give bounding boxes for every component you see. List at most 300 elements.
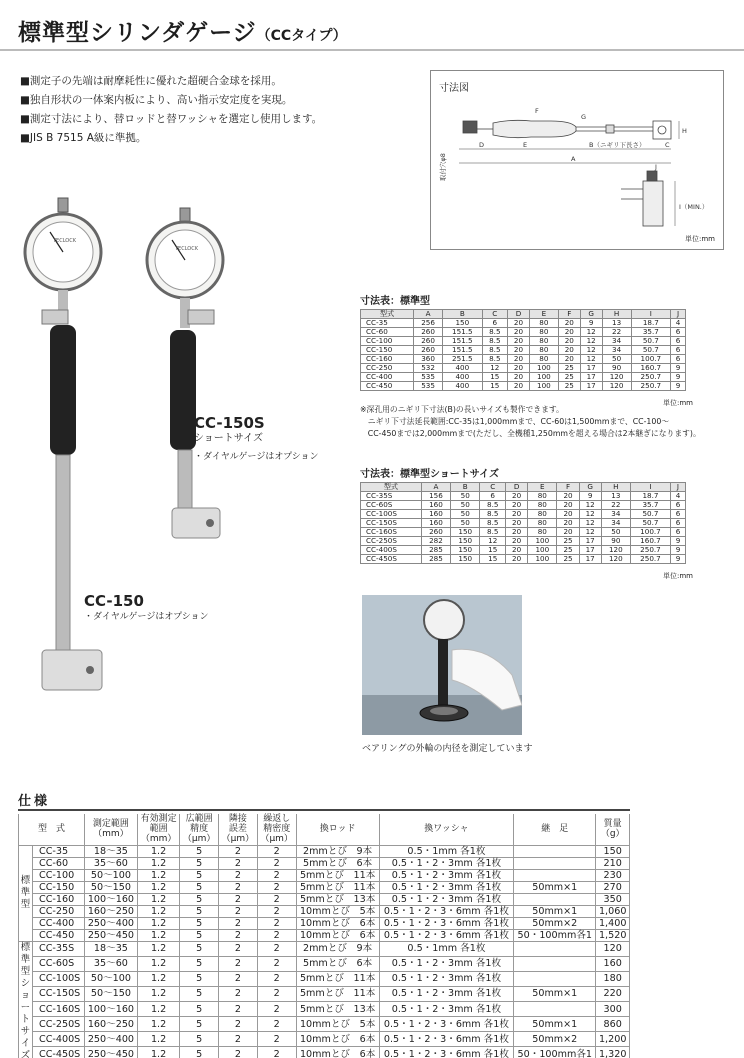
table-cell: 35〜60 [84, 956, 137, 971]
table-cell: 20 [508, 355, 530, 364]
table-cell: 1.2 [137, 917, 179, 929]
dim-letter: A [571, 155, 576, 163]
table-cell: 80 [529, 355, 558, 364]
table-row [361, 519, 686, 528]
table-cell: 5 [180, 869, 219, 881]
column-header: 型式 [361, 310, 414, 319]
table-cell: 50・100mm各1 [514, 1047, 596, 1058]
table-row [19, 1017, 630, 1032]
table-cell: 6 [671, 328, 686, 337]
table-cell: 2 [257, 845, 296, 857]
table-cell: 256 [414, 319, 443, 328]
table-cell: 17 [579, 546, 601, 555]
table-cell: 1.2 [137, 1017, 179, 1032]
table-cell: 8.5 [482, 328, 507, 337]
table-cell: 285 [421, 546, 450, 555]
table-cell: 1.2 [137, 956, 179, 971]
table-cell: 400 [443, 373, 483, 382]
table-cell: 50〜100 [84, 869, 137, 881]
table-cell: 251.5 [443, 355, 483, 364]
table-cell: CC-60S [361, 501, 422, 510]
table-cell: 5mmとび 11本 [296, 986, 379, 1001]
dimension-diagram [430, 70, 724, 250]
table-cell: 18〜35 [84, 941, 137, 956]
table-cell: 250.7 [630, 546, 670, 555]
table-cell: 13 [602, 319, 631, 328]
table-cell: 20 [506, 510, 528, 519]
table-row [19, 929, 630, 941]
table-cell: 25 [557, 546, 579, 555]
table-cell: CC-160 [361, 355, 414, 364]
table-cell: 6 [671, 355, 686, 364]
table-cell: 6 [670, 528, 685, 537]
table-cell: 12 [480, 537, 506, 546]
table-cell: 20 [557, 492, 579, 501]
table-row [361, 337, 686, 346]
table-cell: 10mmとび 5本 [296, 1017, 379, 1032]
table-cell: 260 [414, 346, 443, 355]
table-cell: 250.7 [631, 382, 671, 391]
table-cell: 25 [557, 555, 579, 564]
table-cell: 156 [421, 492, 450, 501]
group-standard: 標 準 型 [19, 845, 33, 941]
table-cell: 80 [529, 337, 558, 346]
short-dimension-table [360, 482, 686, 564]
table-cell: 1,200 [596, 1032, 630, 1047]
table-cell: 250.7 [631, 373, 671, 382]
table-cell: 20 [506, 546, 528, 555]
table-cell: 160〜250 [84, 1017, 137, 1032]
std-table-title: 寸法表：標準型 [360, 296, 430, 307]
model-cc150-note: ・ダイヤルゲージはオプション [84, 612, 209, 622]
table-cell: 12 [482, 364, 507, 373]
column-header: D [508, 310, 530, 319]
table-cell: 210 [596, 857, 630, 869]
table-cell: 25 [558, 382, 580, 391]
table-row [361, 382, 686, 391]
table-cell: 25 [558, 373, 580, 382]
column-header: E [528, 483, 557, 492]
dial-brand: TECLOCK [53, 238, 77, 244]
table-cell: 160 [596, 956, 630, 971]
table-cell: 100 [529, 382, 558, 391]
table-cell: 2 [257, 917, 296, 929]
table-cell: 34 [602, 346, 631, 355]
table-cell: 2 [219, 1017, 258, 1032]
model-cc150s: CC-150S [194, 414, 265, 432]
table-cell: 5 [180, 857, 219, 869]
column-header: F [557, 483, 579, 492]
table-cell: CC-100S [361, 510, 422, 519]
table-row [361, 364, 686, 373]
diagram-label: 寸法図 [439, 83, 469, 94]
table-cell: 13 [601, 492, 630, 501]
table-cell: 2 [257, 929, 296, 941]
dim-letter: D [479, 141, 485, 149]
table-cell: 50〜150 [84, 986, 137, 1001]
table-cell: 5 [180, 881, 219, 893]
table-cell: 1.2 [137, 1032, 179, 1047]
table-cell: 20 [506, 492, 528, 501]
note-line: CC-450までは2,000mmまで(ただし、全機種1,250mmを超える場合は2本継ぎになります)。 [360, 429, 701, 438]
table-cell: 0.5・1mm 各1枚 [379, 845, 513, 857]
table-cell: 2 [257, 881, 296, 893]
column-header: 測定範囲 （mm） [84, 814, 137, 845]
table-row [361, 510, 686, 519]
table-cell: 2 [257, 1017, 296, 1032]
table-cell: 50 [451, 501, 480, 510]
table-cell: 0.5・1mm 各1枚 [379, 941, 513, 956]
table-cell: 20 [506, 555, 528, 564]
column-header: B [451, 483, 480, 492]
table-cell: 80 [528, 492, 557, 501]
dim-letter: F [535, 107, 539, 115]
table-cell: 0.5・1・2・3mm 各1枚 [379, 986, 513, 1001]
column-header: H [601, 483, 630, 492]
table-cell: 12 [579, 519, 601, 528]
column-header: 換ワッシャ [379, 814, 513, 845]
table-cell: 15 [482, 382, 507, 391]
table-cell: 2 [219, 857, 258, 869]
group-short: 標 準 型 シ ョ ー ト サ イ ズ [19, 941, 33, 1058]
table-cell [514, 941, 596, 956]
table-cell: 5 [180, 845, 219, 857]
table-row [361, 537, 686, 546]
table-row [19, 1047, 630, 1058]
table-row [19, 857, 630, 869]
table-cell: 400 [443, 382, 483, 391]
table-cell: 400 [443, 364, 483, 373]
table-cell: 18〜35 [84, 845, 137, 857]
table-cell: 160 [421, 501, 450, 510]
table-cell: 50mm×1 [514, 881, 596, 893]
table-cell: CC-60 [33, 857, 85, 869]
table-row [361, 346, 686, 355]
table-row [19, 905, 630, 917]
table-cell: 50〜150 [84, 881, 137, 893]
table-cell: 8.5 [482, 337, 507, 346]
column-header: 型式 [361, 483, 422, 492]
table-row [361, 492, 686, 501]
table-cell: 5 [180, 986, 219, 1001]
table-cell: 1.2 [137, 881, 179, 893]
table-cell: 20 [508, 382, 530, 391]
table-cell: 250.7 [630, 555, 670, 564]
table-cell: 12 [580, 328, 602, 337]
table-cell: 120 [596, 941, 630, 956]
table-cell [514, 845, 596, 857]
table-cell: 160〜250 [84, 905, 137, 917]
table-cell: 80 [528, 528, 557, 537]
table-cell: 270 [596, 881, 630, 893]
column-header: 繰返し 精密度 （μm） [257, 814, 296, 845]
table-cell: 20 [508, 328, 530, 337]
feature-item: ■測定子の先端は耐摩耗性に優れた超硬合金球を採用。 [20, 75, 282, 87]
table-cell: 120 [601, 555, 630, 564]
table-cell: 10mmとび 6本 [296, 1047, 379, 1058]
table-cell: 35.7 [630, 501, 670, 510]
column-header: 広範囲 精度 （μm） [180, 814, 219, 845]
table-cell: 2 [219, 971, 258, 986]
feature-list [20, 72, 322, 148]
table-cell: 100.7 [630, 528, 670, 537]
table-cell: 34 [602, 337, 631, 346]
spec-title: 仕様 [18, 794, 51, 809]
table-cell: 5 [180, 1047, 219, 1058]
table-cell: 4 [671, 319, 686, 328]
table-cell: 0.5・1・2・3mm 各1枚 [379, 956, 513, 971]
table-cell: 260 [421, 528, 450, 537]
table-cell: 17 [580, 364, 602, 373]
table-cell: 360 [414, 355, 443, 364]
feature-item: ■JIS B 7515 A級に準拠。 [20, 132, 147, 144]
table-cell: 9 [670, 537, 685, 546]
table-cell: 160.7 [630, 537, 670, 546]
table-cell: 1.2 [137, 1047, 179, 1058]
table-cell: 0.5・1・2・3・6mm 各1枚 [379, 917, 513, 929]
table-cell: 5 [180, 893, 219, 905]
table-cell: 6 [480, 492, 506, 501]
table-row [361, 355, 686, 364]
table-cell: 20 [558, 319, 580, 328]
table-cell: 0.5・1・2・3mm 各1枚 [379, 869, 513, 881]
table-cell: 50 [602, 355, 631, 364]
table-cell: CC-250 [361, 364, 414, 373]
table-cell: 300 [596, 1002, 630, 1017]
table-cell: 20 [506, 501, 528, 510]
dim-letter: C [665, 141, 670, 149]
table-cell: 250〜400 [84, 917, 137, 929]
table-cell: 5mmとび 11本 [296, 881, 379, 893]
table-cell: 80 [529, 346, 558, 355]
table-cell: 2 [257, 1047, 296, 1058]
table-cell: 2mmとび 9本 [296, 941, 379, 956]
table-cell: 9 [670, 546, 685, 555]
table-cell: 12 [580, 346, 602, 355]
table-cell: 20 [506, 537, 528, 546]
note-line: ※深孔用のニギリ下寸法(B)の長いサイズも製作できます。 [360, 405, 564, 414]
table-cell: 80 [528, 510, 557, 519]
table-cell: 160 [421, 519, 450, 528]
dim-letter: I（MIN.） [679, 203, 709, 211]
column-header: C [482, 310, 507, 319]
table-cell: 220 [596, 986, 630, 1001]
model-cc150s-kind: ショートサイズ [194, 433, 263, 444]
table-cell: 2 [257, 956, 296, 971]
column-header: E [529, 310, 558, 319]
table-cell: CC-250S [33, 1017, 85, 1032]
table-cell: 9 [671, 364, 686, 373]
table-cell: 12 [579, 528, 601, 537]
std-dimension-table [360, 309, 686, 391]
table-cell: 150 [451, 528, 480, 537]
table-cell: 120 [602, 373, 631, 382]
table-cell: 50.7 [630, 519, 670, 528]
table-cell: 100 [528, 555, 557, 564]
table-cell: 0.5・1・2・3mm 各1枚 [379, 971, 513, 986]
dim-letter: E [523, 141, 528, 149]
table-cell: 50〜100 [84, 971, 137, 986]
table-cell: 2 [257, 869, 296, 881]
table-cell: CC-400 [361, 373, 414, 382]
table-cell: 20 [557, 519, 579, 528]
table-cell: 50・100mm各1 [514, 929, 596, 941]
table-cell: CC-400S [33, 1032, 85, 1047]
table-cell: 1,520 [596, 929, 630, 941]
table-cell: 0.5・1・2・3・6mm 各1枚 [379, 1047, 513, 1058]
table-cell: 2 [219, 986, 258, 1001]
table-cell: 2 [219, 881, 258, 893]
table-cell: 10mmとび 6本 [296, 929, 379, 941]
table-cell: 0.5・1・2・3mm 各1枚 [379, 1002, 513, 1017]
table-row [19, 845, 630, 857]
table-cell: 9 [579, 492, 601, 501]
table-cell: 1.2 [137, 971, 179, 986]
table-cell: 2 [219, 941, 258, 956]
table-cell: 2 [219, 869, 258, 881]
table-cell: 50 [451, 519, 480, 528]
table-cell: 4 [670, 492, 685, 501]
table-cell: 282 [421, 537, 450, 546]
table-cell: CC-450S [33, 1047, 85, 1058]
table-cell: 17 [579, 537, 601, 546]
table-cell: 20 [558, 355, 580, 364]
table-cell: 25 [557, 537, 579, 546]
table-cell: 50.7 [631, 337, 671, 346]
table-row [19, 1032, 630, 1047]
table-cell [514, 893, 596, 905]
table-cell: 5mmとび 6本 [296, 956, 379, 971]
table-cell: 20 [508, 364, 530, 373]
side-label: 取付穴φ8 [439, 153, 447, 181]
table-cell: 17 [580, 373, 602, 382]
table-cell: 0.5・1・2・3・6mm 各1枚 [379, 905, 513, 917]
table-cell: 20 [557, 528, 579, 537]
table-cell: 9 [580, 319, 602, 328]
table-cell: 50 [601, 528, 630, 537]
title-divider [0, 49, 744, 51]
table-cell: 120 [602, 382, 631, 391]
table-cell: 120 [601, 546, 630, 555]
table-cell: 2 [219, 905, 258, 917]
table-cell: 12 [579, 501, 601, 510]
table-cell: 12 [579, 510, 601, 519]
table-cell: CC-250S [361, 537, 422, 546]
table-cell: 285 [421, 555, 450, 564]
table-cell: 20 [508, 337, 530, 346]
table-cell: 180 [596, 971, 630, 986]
column-header: 換ロッド [296, 814, 379, 845]
table-cell: 1.2 [137, 857, 179, 869]
table-cell: 10mmとび 6本 [296, 917, 379, 929]
table-cell: 5mmとび 13本 [296, 1002, 379, 1017]
table-row [19, 917, 630, 929]
table-cell: CC-60S [33, 956, 85, 971]
table-cell: 80 [529, 328, 558, 337]
table-cell: 0.5・1・2・3・6mm 各1枚 [379, 1017, 513, 1032]
table-cell: 1.2 [137, 929, 179, 941]
table-cell: 160.7 [631, 364, 671, 373]
table-cell: 8.5 [480, 501, 506, 510]
table-cell: CC-400 [33, 917, 85, 929]
table-cell: 5 [180, 1032, 219, 1047]
note-line: ニギリ下寸法延長範囲:CC-35は1,000mmまで、CC-60は1,500mmまで、CC-100〜 [360, 417, 670, 426]
table-cell: 2 [257, 893, 296, 905]
table-cell [514, 869, 596, 881]
table-cell: CC-35S [33, 941, 85, 956]
gauge-drawing [431, 71, 725, 251]
column-header: I [630, 483, 670, 492]
table-cell: 8.5 [482, 355, 507, 364]
table-cell: CC-35S [361, 492, 422, 501]
page-subtitle: （CCタイプ） [256, 28, 347, 44]
table-cell: 8.5 [480, 510, 506, 519]
table-cell: 5 [180, 1002, 219, 1017]
table-cell: CC-150 [361, 346, 414, 355]
table-cell: 2 [219, 956, 258, 971]
table-row [361, 555, 686, 564]
table-cell: 20 [506, 528, 528, 537]
table-row [361, 546, 686, 555]
table-cell: 535 [414, 382, 443, 391]
short-table-title: 寸法表：標準型ショートサイズ [360, 469, 499, 480]
table-cell: 17 [580, 382, 602, 391]
table-cell: 1.2 [137, 1002, 179, 1017]
table-cell: 8.5 [480, 528, 506, 537]
table-cell: 1,400 [596, 917, 630, 929]
table-row [19, 893, 630, 905]
table-cell: 2 [257, 1002, 296, 1017]
table-cell: 250〜400 [84, 1032, 137, 1047]
table-cell: 20 [558, 328, 580, 337]
table-cell: CC-35 [361, 319, 414, 328]
table-cell: 5 [180, 917, 219, 929]
table-cell: 100〜160 [84, 1002, 137, 1017]
table-row [361, 319, 686, 328]
table-cell: 100 [528, 546, 557, 555]
table-cell: 17 [579, 555, 601, 564]
dim-letter: G [581, 113, 587, 121]
table-cell: 151.5 [443, 328, 483, 337]
table-cell: 12 [580, 355, 602, 364]
table-cell: 80 [529, 319, 558, 328]
table-cell: CC-450 [361, 382, 414, 391]
spec-table [18, 814, 630, 1058]
table-cell: 15 [480, 555, 506, 564]
table-cell: 150 [451, 555, 480, 564]
model-cc150s-note: ・ダイヤルゲージはオプション [194, 452, 319, 462]
table-cell: 35〜60 [84, 857, 137, 869]
column-header: J [671, 310, 686, 319]
table-cell: 50mm×2 [514, 1032, 596, 1047]
table-cell: 2 [219, 893, 258, 905]
dim-letter: J [655, 163, 657, 171]
column-header: B [443, 310, 483, 319]
column-header: F [558, 310, 580, 319]
table-cell: 34 [601, 519, 630, 528]
table-cell: 250〜450 [84, 1047, 137, 1058]
table-cell: 50mm×1 [514, 986, 596, 1001]
table-row [19, 956, 630, 971]
table-cell: 2 [257, 1032, 296, 1047]
table-cell [514, 956, 596, 971]
table-cell: 20 [508, 319, 530, 328]
column-header: A [414, 310, 443, 319]
table-cell: 5 [180, 956, 219, 971]
table-cell: 90 [601, 537, 630, 546]
table-cell: CC-150S [361, 519, 422, 528]
std-table-unit: 単位:mm [663, 399, 693, 407]
